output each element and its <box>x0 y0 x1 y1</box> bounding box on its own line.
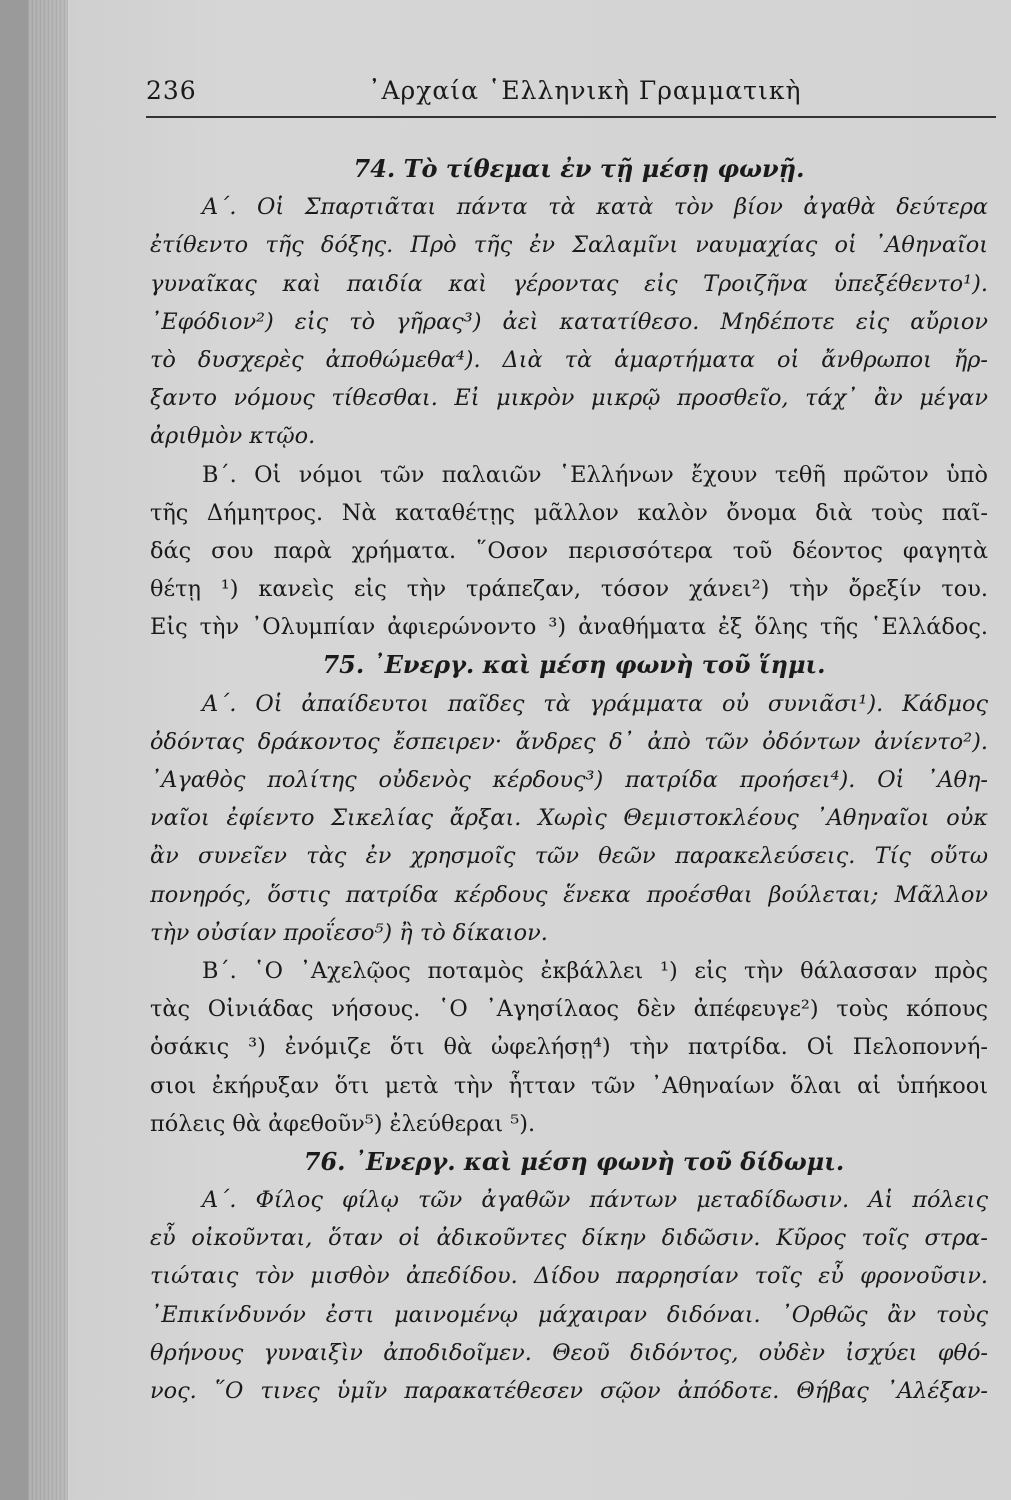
text-line: Β΄. Οἱ νόμοι τῶν παλαιῶν ῾Ελλήνων ἔχουν τεθῆ πρῶτον ὑπὸ <box>202 461 988 488</box>
text-line: πόλεις θὰ ἀφεθοῦν⁵) ἐλεύθεραι ⁵). <box>150 1110 536 1137</box>
body-text <box>150 150 988 1410</box>
running-title: ᾽Αρχαία ῾Ελληνικὴ Γραμματικὴ <box>368 76 802 105</box>
text-line: γυναῖκας καὶ παιδία καὶ γέροντας εἰς Τροιζῆνα ὑπεξέθεντο¹). <box>150 270 988 297</box>
text-line: ᾽Αγαθὸς πολίτης οὐδενὸς κέρδους³) πατρίδα προήσει⁴). Οἱ ᾽Αθη- <box>150 767 988 793</box>
text-line: νος. ῞Ο τινες ὑμῖν παρακατέθεσεν σῷον ἀπόδοτε. Θήβας ᾽Αλέξαν- <box>150 1378 988 1404</box>
text-line: Α΄. Οἱ ἀπαίδευτοι παῖδες τὰ γράμματα οὐ συνιᾶσι¹). Κάδμος <box>202 690 988 717</box>
text-line: σιοι ἐκήρυξαν ὅτι μετὰ τὴν ἧτταν τῶν ᾽Αθηναίων ὅλαι αἱ ὑπήκοοι <box>150 1072 988 1099</box>
section-heading-76: 76. ᾽Ενεργ. καὶ μέση φωνὴ τοῦ δίδωμι. <box>303 1146 845 1176</box>
text-line: τῆς Δήμητρος. Νὰ καταθέτῃς μᾶλλον καλὸν ὄνομα διὰ τοὺς παῖ- <box>150 499 988 526</box>
text-line: ἂν συνεῖεν τὰς ἐν χρησμοῖς τῶν θεῶν παρακελεύσεις. Τίς οὕτω <box>150 843 988 870</box>
page-number: 236 <box>146 76 197 105</box>
text-line: Α΄. Οἱ Σπαρτιᾶται πάντα τὰ κατὰ τὸν βίον ἀγαθὰ δεύτερα <box>202 194 988 221</box>
section-heading-75: 75. ᾽Ενεργ. καὶ μέση φωνὴ τοῦ ἵημι. <box>322 650 826 680</box>
text-line: ναῖοι ἐφίεντο Σικελίας ἄρξαι. Χωρὶς Θεμιστοκλέους ᾽Αθηναῖοι οὐκ <box>150 805 988 832</box>
text-line: ὁσάκις ³) ἐνόμιζε ὅτι θὰ ὠφελήσῃ⁴) τὴν πατρίδα. Οἱ Πελοποννή- <box>150 1034 988 1061</box>
text-line: Εἰς τὴν ᾽Ολυμπίαν ἀφιερώνοντο ³) ἀναθήματα ἐξ ὅλης τῆς ῾Ελλάδος. <box>150 614 988 641</box>
text-line: εὖ οἰκοῦνται, ὅταν οἱ ἀδικοῦντες δίκην διδῶσιν. Κῦρος τοῖς στρα- <box>150 1225 988 1252</box>
running-head <box>146 70 986 110</box>
text-line: Α΄. Φίλος φίλῳ τῶν ἀγαθῶν πάντων μεταδίδωσιν. Αἱ πόλεις <box>202 1187 988 1214</box>
text-line: θρήνους γυναιξὶν ἀποδιδοῖμεν. Θεοῦ διδόντος, οὐδὲν ἰσχύει φθό- <box>150 1339 988 1366</box>
text-line: τιώταις τὸν μισθὸν ἀπεδίδου. Δίδου παρρησίαν τοῖς εὖ φρονοῦσιν. <box>150 1263 988 1290</box>
text-line: ἀριθμὸν κτῷο. <box>150 423 316 450</box>
text-line: τὴν οὐσίαν προΐεσο⁵) ἢ τὸ δίκαιον. <box>150 919 548 946</box>
text-line: τὰς Οἰνιάδας νήσους. ῾Ο ᾽Αγησίλαος δὲν ἀπέφευγε²) τοὺς κόπους <box>150 996 988 1023</box>
section-heading-74: 74. Τὸ τίθεμαι ἐν τῇ μέσῃ φωνῇ. <box>353 154 805 183</box>
book-page <box>28 0 1011 1500</box>
text-line: ἐτίθεντο τῆς δόξης. Πρὸ τῆς ἐν Σαλαμῖνι ναυμαχίας οἱ ᾽Αθηναῖοι <box>150 232 988 259</box>
text-line: θέτῃ ¹) κανεὶς εἰς τὴν τράπεζαν, τόσον χάνει²) τὴν ὄρεξίν του. <box>150 576 988 603</box>
text-line: Β΄. ῾Ο ᾽Αχελῷος ποταμὸς ἐκβάλλει ¹) εἰς τὴν θάλασσαν πρὸς <box>202 957 988 984</box>
text-line: πονηρός, ὅστις πατρίδα κέρδους ἕνεκα προέσθαι βούλεται; Μᾶλλον <box>150 881 988 908</box>
text-line: ᾽Επικίνδυνόν ἐστι μαινομένῳ μάχαιραν διδόναι. ᾽Ορθῶς ἂν τοὺς <box>150 1301 988 1328</box>
text-line: ξαντο νόμους τίθεσθαι. Εἰ μικρὸν μικρῷ προσθεῖο, τάχ᾽ ἂν μέγαν <box>150 385 988 412</box>
text-line: ᾽Εφόδιον²) εἰς τὸ γῆρας³) ἀεὶ κατατίθεσο. Μηδέποτε εἰς αὔριον <box>150 308 988 335</box>
text-line: δάς σου παρὰ χρήματα. ῞Οσον περισσότερα τοῦ δέοντος φαγητὰ <box>150 537 988 564</box>
text-line: τὸ δυσχερὲς ἀποθώμεθα⁴). Διὰ τὰ ἁμαρτήματα οἱ ἄνθρωποι ἤρ- <box>150 346 988 373</box>
text-line: ὀδόντας δράκοντος ἔσπειρεν· ἄνδρες δ᾽ ἀπὸ τῶν ὀδόντων ἀνίεντο²). <box>150 728 988 755</box>
page-edge-shadow <box>28 0 68 1500</box>
header-rule <box>146 116 996 118</box>
